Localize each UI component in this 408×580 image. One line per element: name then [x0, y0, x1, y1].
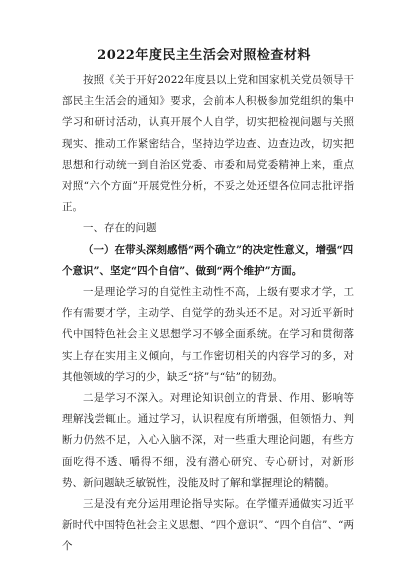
- subsection-heading: （一）在带头深刻感悟“两个确立”的决定性意义，增强“四个意识”、坚定“四个自信”、做到“两个维护”方面。: [62, 243, 354, 277]
- body-paragraph-1: 一是理论学习的自觉性主动性不高，上级有要求才学，工作有需要才学，主动学、自觉学的劲头还不足。对习近平新时代中国特色社会主义思想学习不够全面系统。在学习和贯彻落实上存在实用主义倾向，与工作密切相关的内容学习的多，对其他领域的学习的少，缺乏“挤”与“钻”的韧劲。: [62, 286, 354, 383]
- document-body: [62, 70, 354, 558]
- body-paragraph-3: 三是没有充分运用理论指导实际。在学懂弄通做实习近平新时代中国特色社会主义思想、“四个意识”、“四个自信”、“两个: [62, 498, 354, 553]
- intro-paragraph: 按照《关于开好2022年度县以上党和国家机关党员领导干部民主生活会的通知》要求，会前本人积极参加党组织的集中学习和研讨活动，认真开展个人自学，切实把检视问题与关照现实、推动工作紧密结合，坚持边学边查、边查边改，切实把思想和行动统一到自治区党委、市委和局党委精神上来，重点对照“六个方面”开展党性分析，不妥之处还望各位同志批评指正。: [62, 74, 354, 214]
- section-heading: 一、存在的问题: [83, 222, 157, 235]
- document-title: 2022年度民主生活会对照检查材料: [97, 48, 311, 63]
- body-paragraph-2: 二是学习不深入。对理论知识创立的背景、作用、影响等理解浅尝辄止。通过学习，认识程度有所增强，但领悟力、判断力仍然不足，入心入脑不深，对一些重大理论问题，有些方面吃得不透、嚼得不细，没有潜心研究、专心研讨，对新形势、新问题缺乏敏锐性，没能及时了解和掌握理论的精髓。: [62, 392, 354, 489]
